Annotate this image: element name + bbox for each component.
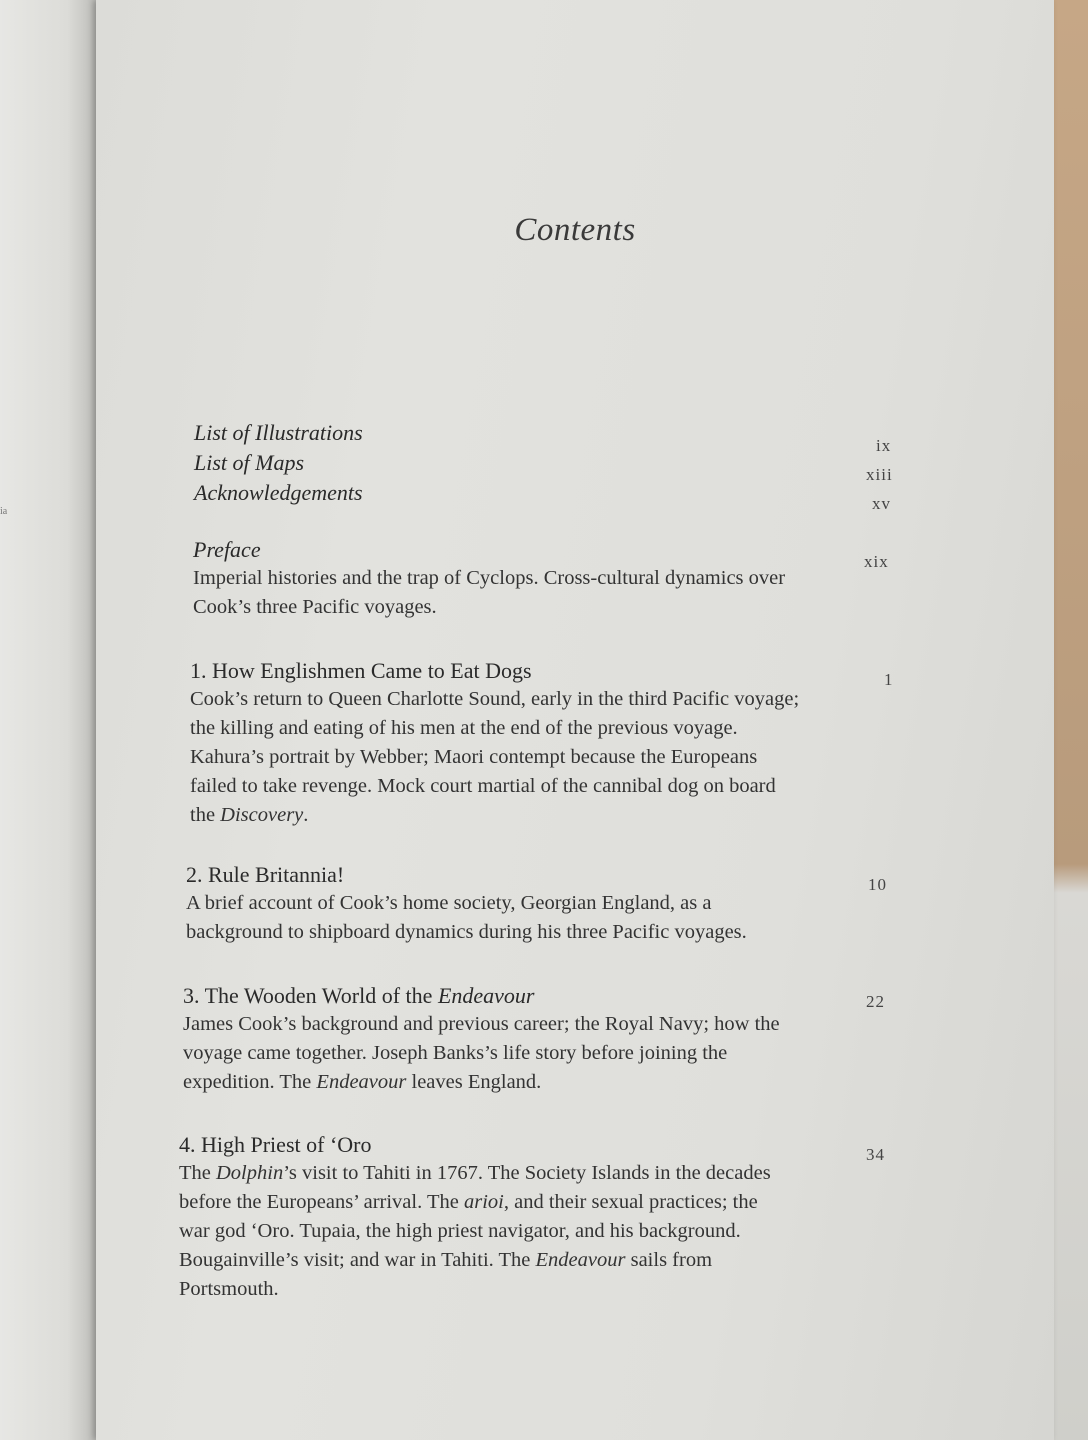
text-span: Bougainville’s visit; and war in Tahiti. The (179, 1249, 536, 1271)
italic-text: arioi (463, 1191, 504, 1213)
toc-entry-acknowledgements (194, 478, 363, 507)
page-title: Contents (514, 212, 636, 248)
entry-description-line: the killing and eating of his men at the end of the previous voyage. (190, 717, 738, 739)
entry-title (183, 981, 898, 1010)
entry-title: Preface (193, 537, 261, 562)
entry-title: List of Maps (194, 450, 305, 475)
entry-description-line: war god ‘Oro. Tupaia, the high priest navigator, and his background. (179, 1220, 741, 1242)
page-number: xix (864, 552, 889, 571)
italic-text: Dolphin (216, 1162, 284, 1184)
entry-description-line (179, 1246, 894, 1275)
entry-description-line: background to shipboard dynamics during his three Pacific voyages. (186, 921, 747, 943)
entry-description-line: Cook’s return to Queen Charlotte Sound, early in the third Pacific voyage; (190, 688, 800, 710)
text-span: the (190, 804, 221, 826)
entry-description-line: James Cook’s background and previous career; the Royal Navy; how the (183, 1013, 780, 1035)
page-number: 1 (884, 670, 894, 689)
text-span: ’s visit to Tahiti in 1767. The Society Islands in the decades (283, 1162, 771, 1184)
text-span: The (179, 1162, 216, 1184)
entry-description-line: failed to take revenge. Mock court martial of the cannibal dog on board (190, 775, 776, 797)
entry-description-line: voyage came together. Joseph Banks’s life story before joining the (183, 1042, 728, 1064)
toc-entry-preface (193, 535, 893, 622)
page-number: 10 (868, 875, 887, 894)
text-span: expedition. The (183, 1071, 317, 1093)
toc-entry-chapter-3 (183, 981, 898, 1097)
entry-description-line: Imperial histories and the trap of Cyclops. Cross-cultural dynamics over (193, 567, 786, 589)
entry-title: 1. How Englishmen Came to Eat Dogs (190, 658, 532, 683)
page-number: 34 (866, 1145, 885, 1164)
italic-text: Discovery (220, 804, 304, 826)
entry-description-line: A brief account of Cook’s home society, Georgian England, as a (186, 892, 712, 914)
entry-description-line (179, 1159, 894, 1188)
facing-page (0, 0, 96, 1440)
text-span: leaves England. (406, 1071, 542, 1093)
italic-text: Endeavour (316, 1071, 407, 1093)
entry-title: 2. Rule Britannia! (186, 862, 345, 887)
page-number: ix (876, 436, 892, 455)
entry-description-line (179, 1188, 894, 1217)
text-span: sails from (625, 1249, 713, 1271)
text-span: before the Europeans’ arrival. The (179, 1191, 464, 1213)
entry-description-line: Kahura’s portrait by Webber; Maori contempt because the Europeans (190, 746, 758, 768)
entry-title: Acknowledgements (194, 480, 363, 505)
facing-page-margin-text: ia (0, 506, 8, 517)
entry-description-line: Portsmouth. (179, 1278, 279, 1300)
page-number: xv (872, 494, 891, 513)
entry-description-line: Cook’s three Pacific voyages. (193, 596, 437, 618)
entry-title: List of Illustrations (194, 420, 363, 445)
entry-title: 4. High Priest of ‘Oro (179, 1132, 372, 1157)
toc-entry-list-of-illustrations (194, 418, 363, 447)
entry-description-line (183, 1068, 898, 1097)
toc-entry-list-of-maps (194, 448, 304, 477)
text-span: , and their sexual practices; the (503, 1191, 758, 1213)
contents-page (96, 0, 1054, 1440)
toc-entry-chapter-4 (179, 1130, 894, 1304)
italic-text: Endeavour (535, 1249, 626, 1271)
page-number: xiii (866, 465, 893, 484)
text-span: 3. The Wooden World of the (183, 983, 438, 1008)
text-span: . (303, 804, 309, 826)
italic-text: Endeavour (437, 983, 535, 1008)
toc-entry-chapter-1 (190, 656, 900, 830)
toc-entry-chapter-2 (186, 860, 896, 947)
entry-description-line (190, 801, 900, 830)
page-number: 22 (866, 992, 885, 1011)
